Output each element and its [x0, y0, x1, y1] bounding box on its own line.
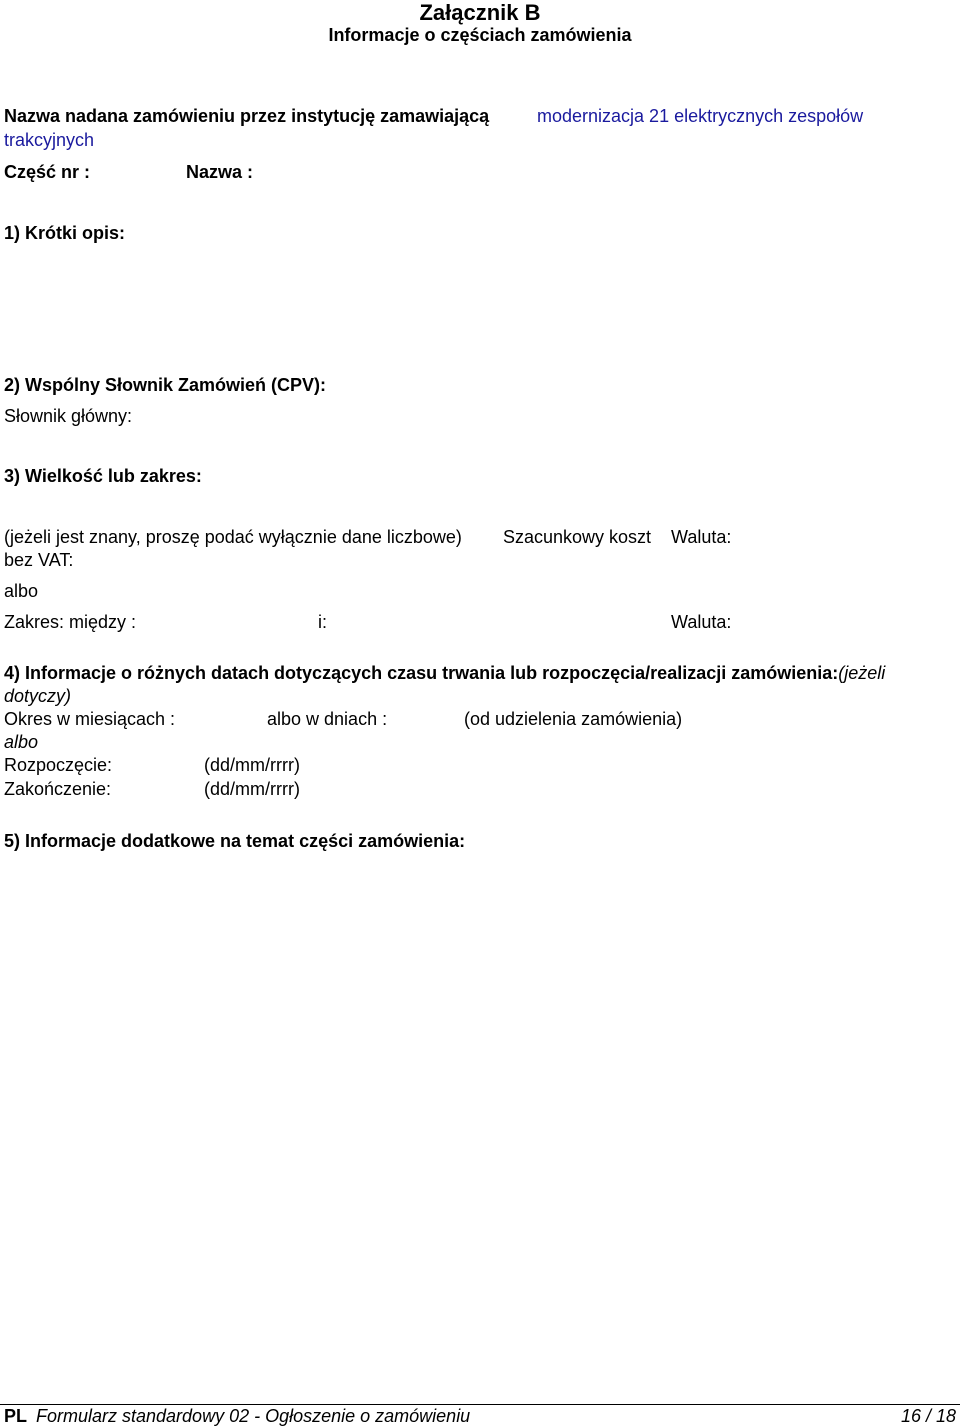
section-5-heading: 5) Informacje dodatkowe na temat części zamówienia: [4, 831, 466, 851]
section-4-heading-main: 4) Informacje o różnych datach dotyczących czasu trwania lub rozpoczęcia/realizacji zamówienia: [4, 663, 839, 683]
period-days-label: albo w dniach : [267, 709, 388, 729]
section-2-heading: 2) Wspólny Słownik Zamówień (CPV): [4, 375, 327, 395]
section-3-heading: 3) Wielkość lub zakres: [4, 466, 202, 486]
section-3-note: (jeżeli jest znany, proszę podać wyłącznie dane liczbowe) [4, 527, 462, 547]
contract-name-value-line2: trakcyjnych [4, 130, 95, 150]
main-vocabulary-label: Słownik główny: [4, 406, 133, 426]
page-title: Załącznik B [419, 0, 541, 25]
currency-label: Waluta: [671, 527, 732, 547]
start-label: Rozpoczęcie: [4, 755, 113, 775]
footer-page-number: 16 / 18 [900, 1406, 956, 1426]
or-label: albo [4, 581, 39, 601]
part-number-label: Część nr : [4, 162, 91, 182]
estimated-cost-label: Szacunkowy koszt [503, 527, 652, 547]
footer-divider [0, 1404, 960, 1405]
part-name-label: Nazwa : [186, 162, 254, 182]
section-4-heading-note: (jeżeli [838, 663, 886, 683]
contract-name-value-line1: modernizacja 21 elektrycznych zespołów [537, 106, 864, 126]
excl-vat-label: bez VAT: [4, 550, 74, 570]
contract-name-label: Nazwa nadana zamówieniu przez instytucję zamawiającą [4, 106, 490, 126]
period-months-label: Okres w miesiącach : [4, 709, 176, 729]
footer-form-name: Formularz standardowy 02 - Ogłoszenie o zamówieniu [36, 1406, 471, 1426]
range-and-label: i: [318, 612, 327, 632]
section-4-heading [4, 663, 885, 684]
section-4-heading-note-cont: dotyczy) [4, 686, 72, 706]
range-between-label: Zakres: między : [4, 612, 137, 632]
page-subtitle: Informacje o częściach zamówienia [328, 25, 632, 45]
currency-label-2: Waluta: [671, 612, 732, 632]
end-label: Zakończenie: [4, 779, 112, 799]
from-award-label: (od udzielenia zamówienia) [464, 709, 683, 729]
footer-language: PL [4, 1406, 28, 1426]
section-1-heading: 1) Krótki opis: [4, 223, 126, 243]
or-label-2: albo [4, 732, 39, 752]
start-date-format: (dd/mm/rrrr) [204, 755, 300, 775]
end-date-format: (dd/mm/rrrr) [204, 779, 300, 799]
